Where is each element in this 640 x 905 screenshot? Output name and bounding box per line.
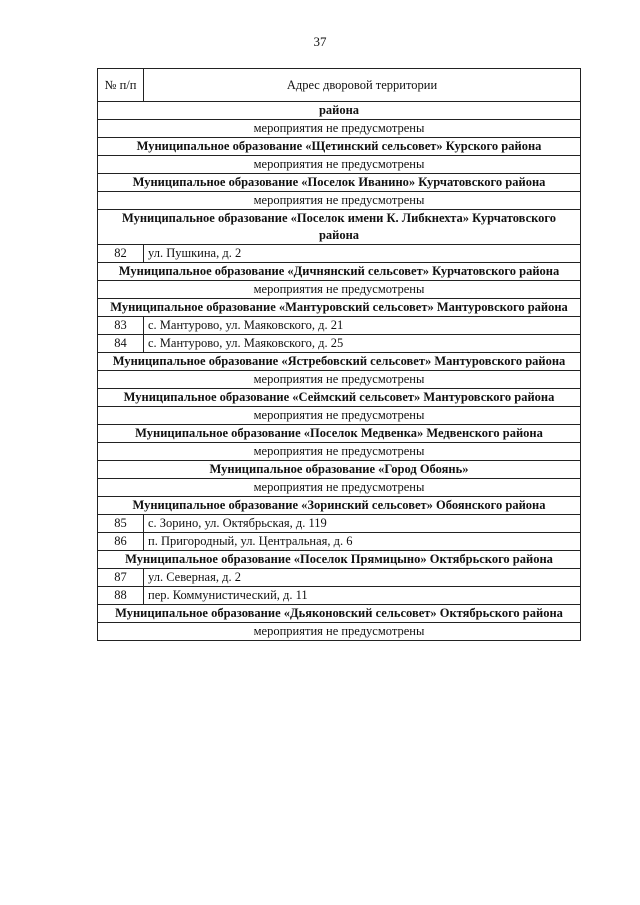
table-header-row [98,69,581,102]
municipality-heading: Муниципальное образование «Ястребовский сельсовет» Мантуровского района [98,353,581,371]
section-heading-row [98,605,581,623]
section-heading-row [98,353,581,371]
section-heading-row [98,425,581,443]
section-heading-row [98,299,581,317]
row-number: 84 [98,335,144,353]
section-heading-row [98,102,581,120]
row-address: п. Пригородный, ул. Центральная, д. 6 [144,533,581,551]
municipality-heading: Муниципальное образование «Зоринский сельсовет» Обоянского района [98,497,581,515]
table-row [98,587,581,605]
section-heading-row [98,138,581,156]
table-row [98,533,581,551]
courtyard-address-table [97,68,581,641]
row-address: ул. Пушкина, д. 2 [144,245,581,263]
no-measures-row [98,407,581,425]
row-number: 88 [98,587,144,605]
row-number: 83 [98,317,144,335]
table-row [98,569,581,587]
table-row [98,317,581,335]
section-heading-row [98,389,581,407]
table-row [98,515,581,533]
section-heading-row [98,174,581,192]
no-measures-row [98,156,581,174]
no-measures-row [98,281,581,299]
row-number: 82 [98,245,144,263]
municipality-heading: Муниципальное образование «Поселок имени К. Либкнехта» Курчатовского района [98,210,581,245]
no-measures-text: мероприятия не предусмотрены [98,156,581,174]
section-heading-row [98,461,581,479]
section-heading-row [98,497,581,515]
row-number: 85 [98,515,144,533]
page-number: 37 [313,34,327,49]
row-address: с. Мантурово, ул. Маяковского, д. 21 [144,317,581,335]
no-measures-row [98,192,581,210]
header-number: № п/п [98,69,144,102]
no-measures-text: мероприятия не предусмотрены [98,443,581,461]
municipality-heading: Муниципальное образование «Дьяконовский сельсовет» Октябрьского района [98,605,581,623]
no-measures-text: мероприятия не предусмотрены [98,120,581,138]
municipality-heading: Муниципальное образование «Город Обоянь» [98,461,581,479]
no-measures-row [98,371,581,389]
no-measures-row [98,120,581,138]
table-row [98,335,581,353]
no-measures-text: мероприятия не предусмотрены [98,371,581,389]
row-address: с. Мантурово, ул. Маяковского, д. 25 [144,335,581,353]
municipality-heading: Муниципальное образование «Поселок Медвенка» Медвенского района [98,425,581,443]
header-address: Адрес дворовой территории [144,69,581,102]
municipality-heading: Муниципальное образование «Поселок Прямицыно» Октябрьского района [98,551,581,569]
no-measures-text: мероприятия не предусмотрены [98,407,581,425]
row-address: ул. Северная, д. 2 [144,569,581,587]
table-row [98,245,581,263]
municipality-heading: Муниципальное образование «Щетинский сельсовет» Курского района [98,138,581,156]
municipality-heading: Муниципальное образование «Мантуровский сельсовет» Мантуровского района [98,299,581,317]
municipality-heading: Муниципальное образование «Дичнянский сельсовет» Курчатовского района [98,263,581,281]
section-heading-row [98,210,581,245]
section-heading-row [98,263,581,281]
municipality-heading: Муниципальное образование «Сеймский сельсовет» Мантуровского района [98,389,581,407]
row-address: пер. Коммунистический, д. 11 [144,587,581,605]
section-heading-row [98,551,581,569]
no-measures-text: мероприятия не предусмотрены [98,192,581,210]
row-number: 87 [98,569,144,587]
no-measures-text: мероприятия не предусмотрены [98,623,581,641]
municipality-heading: района [98,102,581,120]
no-measures-row [98,623,581,641]
no-measures-text: мероприятия не предусмотрены [98,281,581,299]
no-measures-row [98,479,581,497]
municipality-heading: Муниципальное образование «Поселок Иванино» Курчатовского района [98,174,581,192]
no-measures-text: мероприятия не предусмотрены [98,479,581,497]
row-address: с. Зорино, ул. Октябрьская, д. 119 [144,515,581,533]
row-number: 86 [98,533,144,551]
no-measures-row [98,443,581,461]
